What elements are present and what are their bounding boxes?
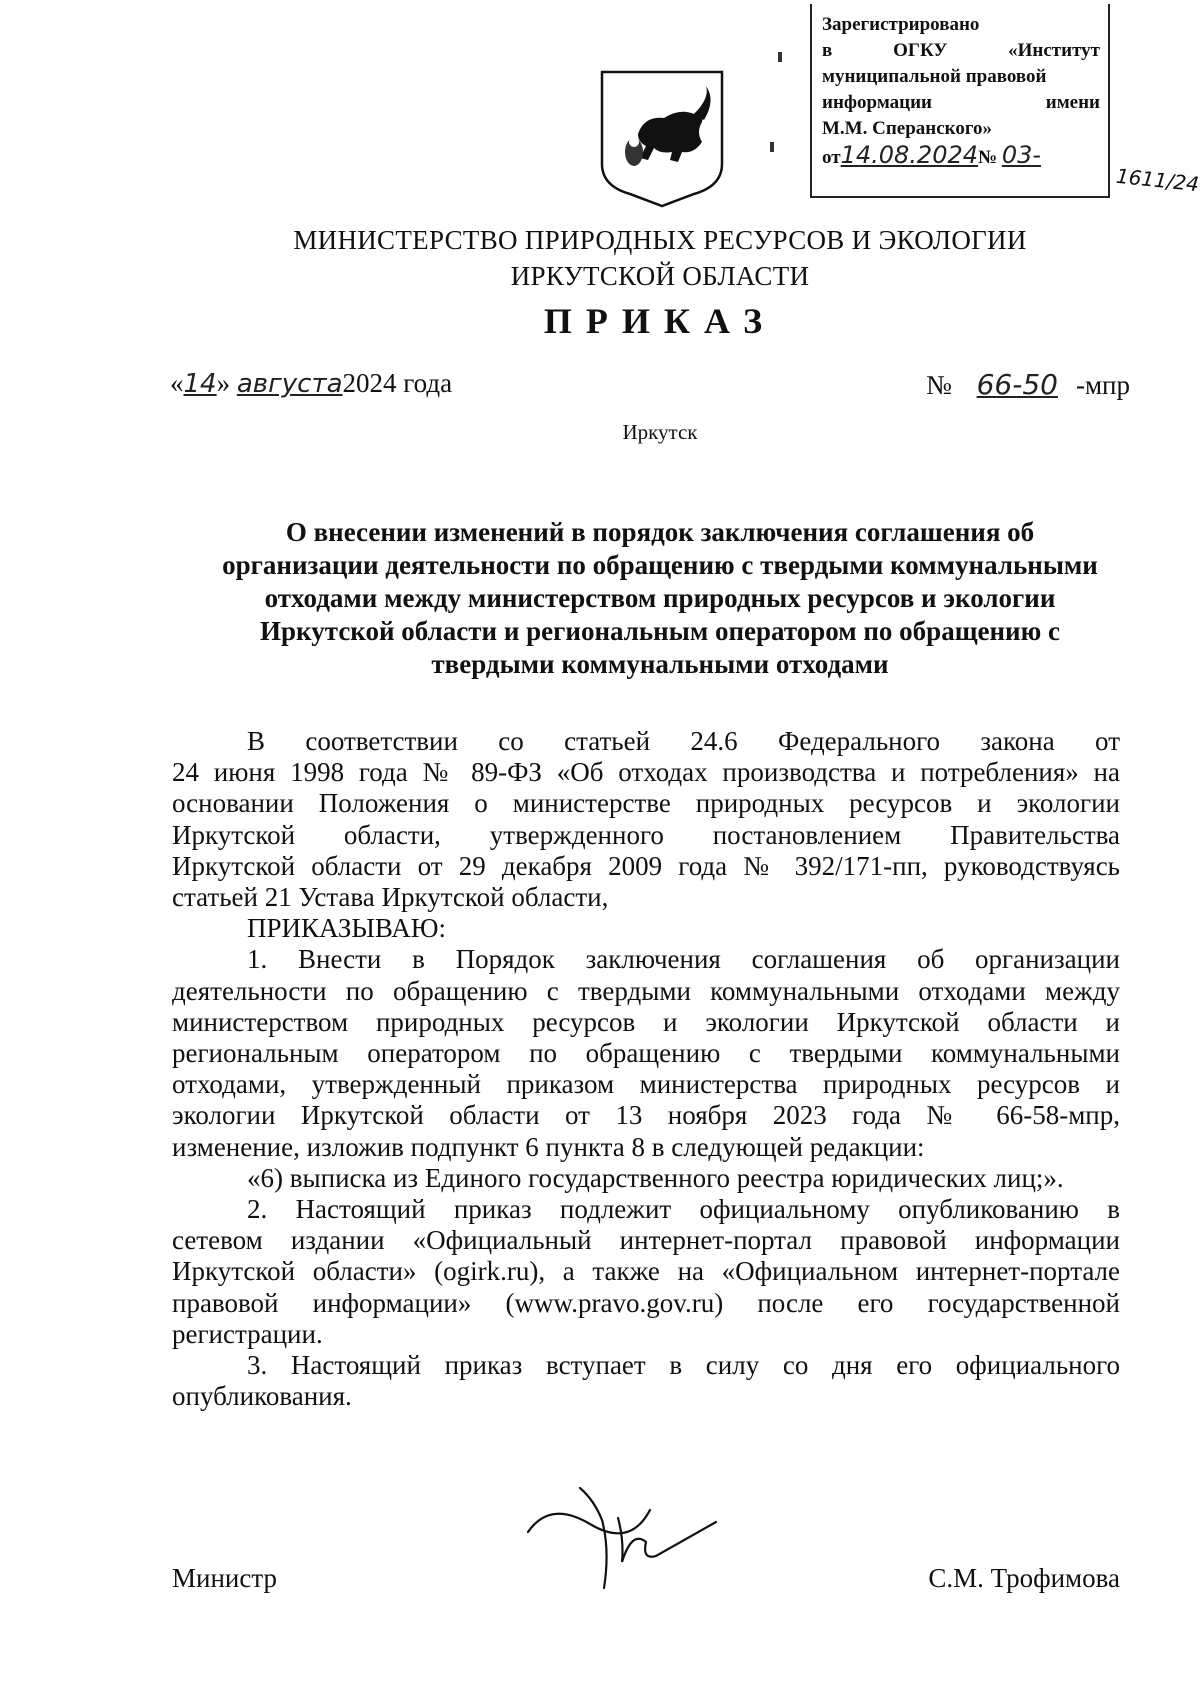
body-line: Иркутской области от 29 декабря 2009 года № 392/171-пп, руководствуясь <box>172 850 1120 881</box>
body-line: В соответствии со статьей 24.6 Федерального закона от <box>247 726 1120 756</box>
body-line: правовой информации» (www.pravo.gov.ru) после его государственной <box>172 1287 1120 1318</box>
body-line: статьей 21 Устава Иркутской области, <box>172 882 609 913</box>
heading-line: О внесении изменений в порядок заключения соглашения об <box>285 517 1035 547</box>
heading-line: организации деятельности по обращению с твердыми коммунальными <box>222 550 1098 580</box>
body-line: министерством природных ресурсов и экологии Иркутской области и <box>172 1006 1120 1037</box>
stamp-date-prefix: от <box>822 147 841 168</box>
registration-stamp <box>810 4 1110 198</box>
body-line: изменение, изложив подпункт 6 пункта 8 в следующей редакции: <box>172 1131 925 1162</box>
stamp-text: в <box>822 40 833 61</box>
ministry-name-line-1: МИНИСТЕРСТВО ПРИРОДНЫХ РЕСУРСОВ И ЭКОЛОГИИ <box>293 225 1027 255</box>
date-day: 14 <box>183 369 217 399</box>
stamp-number-prefix: № <box>978 147 998 168</box>
stamp-text: имени <box>1045 92 1100 113</box>
date-year: 2024 года <box>342 368 453 398</box>
body-line: сетевом издании «Официальный интернет-портал правовой информации <box>172 1225 1120 1256</box>
stamp-line-4 <box>822 90 1100 116</box>
body-line: экологии Иркутской области от 13 ноября 2023 года № 66-58-мпр, <box>172 1100 1120 1131</box>
stamp-text: информации <box>822 92 932 113</box>
order-heading <box>190 516 1130 681</box>
date-month: августа <box>236 369 343 399</box>
ministry-name-line-2: ИРКУТСКОЙ ОБЛАСТИ <box>510 261 810 291</box>
body-line: 1. Внести в Порядок заключения соглашения об организации <box>247 944 1120 975</box>
city-name: Иркутск <box>622 420 698 444</box>
stamp-line-3: муниципальной правовой <box>822 66 1047 87</box>
scan-mark <box>778 52 782 62</box>
stamp-side-number: 1611/24 <box>1114 163 1200 197</box>
stamp-line-2 <box>822 38 1100 64</box>
heading-line: Иркутской области и региональным оператором по обращению с <box>260 616 1060 646</box>
heading-line: отходами между министерством природных ресурсов и экологии <box>264 583 1056 613</box>
body-line: деятельности по обращению с твердыми коммунальными отходами между <box>172 975 1120 1006</box>
signatory-position: Министр <box>172 1563 277 1593</box>
date-quote-open: « <box>170 368 184 398</box>
stamp-line-1: Зарегистрировано <box>822 14 980 35</box>
stamp-text: «Институт <box>1008 40 1100 61</box>
body-line: основании Положения о министерстве природных ресурсов и экологии <box>172 788 1120 819</box>
coat-of-arms-emblem <box>598 68 726 208</box>
date-quote-close: » <box>216 368 231 398</box>
body-line: региональным оператором по обращению с твердыми коммунальными <box>172 1038 1120 1069</box>
stamp-line-5: М.М. Сперанского» <box>822 118 993 139</box>
stamp-date-line <box>822 142 1100 171</box>
body-line: 2. Настоящий приказ подлежит официальному опубликованию в <box>247 1194 1120 1225</box>
order-directive: ПРИКАЗЫВАЮ: <box>247 913 446 944</box>
scan-mark <box>770 142 774 152</box>
body-line: Иркутской области» (ogirk.ru), а также на «Официальном интернет-портале <box>172 1256 1120 1287</box>
handwritten-signature <box>520 1470 730 1600</box>
body-line: 3. Настоящий приказ вступает в силу со дня его официального <box>247 1350 1120 1381</box>
number-value: 66-50 <box>976 368 1058 401</box>
order-body <box>172 726 1120 1412</box>
body-line: 24 июня 1998 года № 89-ФЗ «Об отходах производства и потребления» на <box>172 757 1120 788</box>
body-line: опубликования. <box>172 1381 352 1412</box>
body-line: отходами, утвержденный приказом министерства природных ресурсов и <box>172 1069 1120 1100</box>
heading-line: твердыми коммунальными отходами <box>431 649 889 679</box>
signatory-name: С.М. Трофимова <box>928 1563 1120 1593</box>
stamp-date-value: 14.08.2024 <box>840 141 979 169</box>
number-suffix: -мпр <box>1075 370 1130 400</box>
order-date <box>170 368 452 399</box>
stamp-number-value: 03- <box>1001 141 1042 169</box>
body-line: Иркутской области, утвержденного постановлением Правительства <box>172 819 1120 850</box>
document-title: ПРИКАЗ <box>543 301 777 341</box>
body-line: «6) выписка из Единого государственного реестра юридических лиц;». <box>247 1162 1064 1193</box>
stamp-text: ОГКУ <box>893 40 948 61</box>
body-line: регистрации. <box>172 1318 323 1349</box>
number-prefix: № <box>926 370 952 400</box>
order-number <box>926 368 1130 401</box>
